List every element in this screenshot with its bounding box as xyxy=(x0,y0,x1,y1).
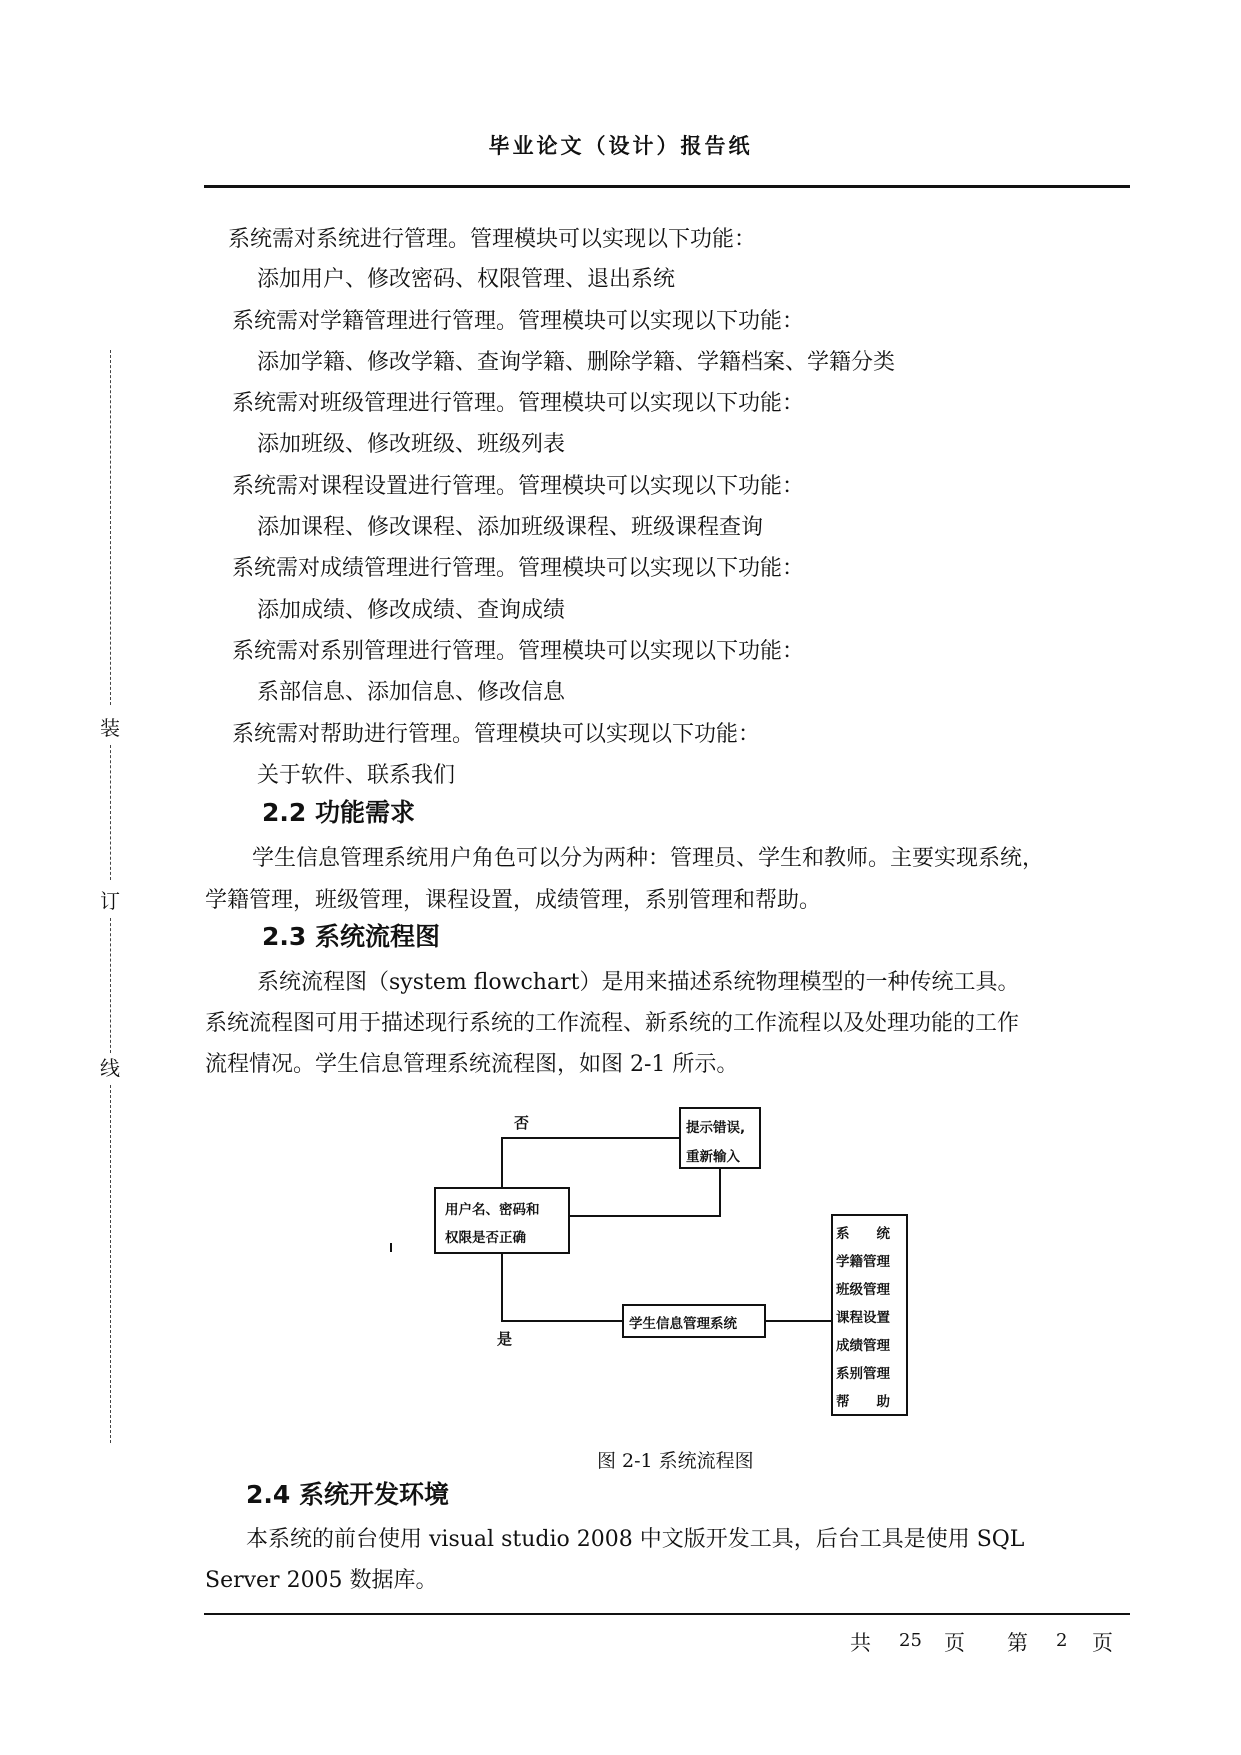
flowchart-check-line: 用户名、密码和 xyxy=(445,1202,540,1218)
flowchart-error-line: 重新输入 xyxy=(686,1149,740,1165)
paragraph-line: Server 2005 数据库。 xyxy=(205,1568,438,1593)
paragraph-line: 系统流程图（system flowchart）是用来描述系统物理模型的一种传统工具。 xyxy=(257,970,1020,995)
section-heading-2-4: 2.4 系统开发环境 xyxy=(246,1480,449,1509)
footer-rule xyxy=(204,1613,1130,1615)
binding-char-xian: 线 xyxy=(100,1056,120,1080)
flowchart-check-line: 权限是否正确 xyxy=(445,1230,526,1246)
requirement-items: 系部信息、添加信息、修改信息 xyxy=(257,680,566,705)
footer-total-pages: 25 xyxy=(899,1630,922,1651)
footer-current-page: 2 xyxy=(1056,1630,1068,1651)
flowchart-retry-connector xyxy=(569,1168,720,1216)
requirement-items: 添加用户、修改密码、权限管理、退出系统 xyxy=(257,267,676,292)
paragraph-line: 学籍管理，班级管理，课程设置，成绩管理，系别管理和帮助。 xyxy=(205,888,822,913)
flowchart-no-connector xyxy=(502,1138,680,1188)
paragraph-line: 流程情况。学生信息管理系统流程图，如图 2-1 所示。 xyxy=(205,1052,739,1077)
footer-total-label: 共 xyxy=(850,1631,871,1655)
flowchart-menu-item: 课程设置 xyxy=(836,1310,890,1326)
footer-current-label: 第 xyxy=(1007,1631,1028,1655)
requirement-lead: 系统需对帮助进行管理。管理模块可以实现以下功能： xyxy=(232,722,761,747)
requirement-lead: 系统需对班级管理进行管理。管理模块可以实现以下功能： xyxy=(232,391,805,416)
flowchart-menu-item: 成绩管理 xyxy=(836,1338,890,1354)
footer-page-unit: 页 xyxy=(944,1631,965,1655)
flowchart-no-label: 否 xyxy=(514,1114,530,1132)
footer-page-unit: 页 xyxy=(1092,1631,1113,1655)
flowchart-menu-item: 学籍管理 xyxy=(836,1254,890,1270)
paragraph-line: 本系统的前台使用 visual studio 2008 中文版开发工具，后台工具是使用 SQL xyxy=(246,1527,1025,1552)
flowchart-menu-item: 系 统 xyxy=(836,1226,890,1242)
requirement-lead: 系统需对系统进行管理。管理模块可以实现以下功能： xyxy=(228,227,757,252)
flowchart-menu-item: 系别管理 xyxy=(836,1366,890,1382)
flowchart-system-label: 学生信息管理系统 xyxy=(629,1316,737,1332)
requirement-items: 添加班级、修改班级、班级列表 xyxy=(257,432,566,457)
page-header-title: 毕业论文（设计）报告纸 xyxy=(488,133,753,158)
flowchart-yes-connector xyxy=(502,1253,623,1321)
binding-char-ding: 订 xyxy=(100,889,120,913)
requirement-lead: 系统需对系别管理进行管理。管理模块可以实现以下功能： xyxy=(232,639,805,664)
requirement-items: 添加课程、修改课程、添加班级课程、班级课程查询 xyxy=(257,515,764,540)
requirement-items: 添加成绩、修改成绩、查询成绩 xyxy=(257,598,566,623)
flowchart-menu-item: 班级管理 xyxy=(836,1282,890,1298)
flowchart-yes-label: 是 xyxy=(497,1330,513,1348)
requirement-lead: 系统需对成绩管理进行管理。管理模块可以实现以下功能： xyxy=(232,556,805,581)
requirement-lead: 系统需对学籍管理进行管理。管理模块可以实现以下功能： xyxy=(232,309,805,334)
figure-caption: 图 2-1 系统流程图 xyxy=(597,1450,754,1472)
requirement-lead: 系统需对课程设置进行管理。管理模块可以实现以下功能： xyxy=(232,474,805,499)
section-heading-2-3: 2.3 系统流程图 xyxy=(262,922,440,951)
requirement-items: 添加学籍、修改学籍、查询学籍、删除学籍、学籍档案、学籍分类 xyxy=(257,350,896,375)
requirement-items: 关于软件、联系我们 xyxy=(257,763,456,788)
flowchart-menu-item: 帮 助 xyxy=(836,1394,890,1410)
paragraph-line: 系统流程图可用于描述现行系统的工作流程、新系统的工作流程以及处理功能的工作 xyxy=(205,1011,1020,1036)
flowchart-error-line: 提示错误, xyxy=(686,1120,746,1136)
binding-char-zhuang: 装 xyxy=(100,716,120,740)
section-heading-2-2: 2.2 功能需求 xyxy=(262,798,415,827)
paragraph-line: 学生信息管理系统用户角色可以分为两种：管理员、学生和教师。主要实现系统， xyxy=(252,846,1045,871)
